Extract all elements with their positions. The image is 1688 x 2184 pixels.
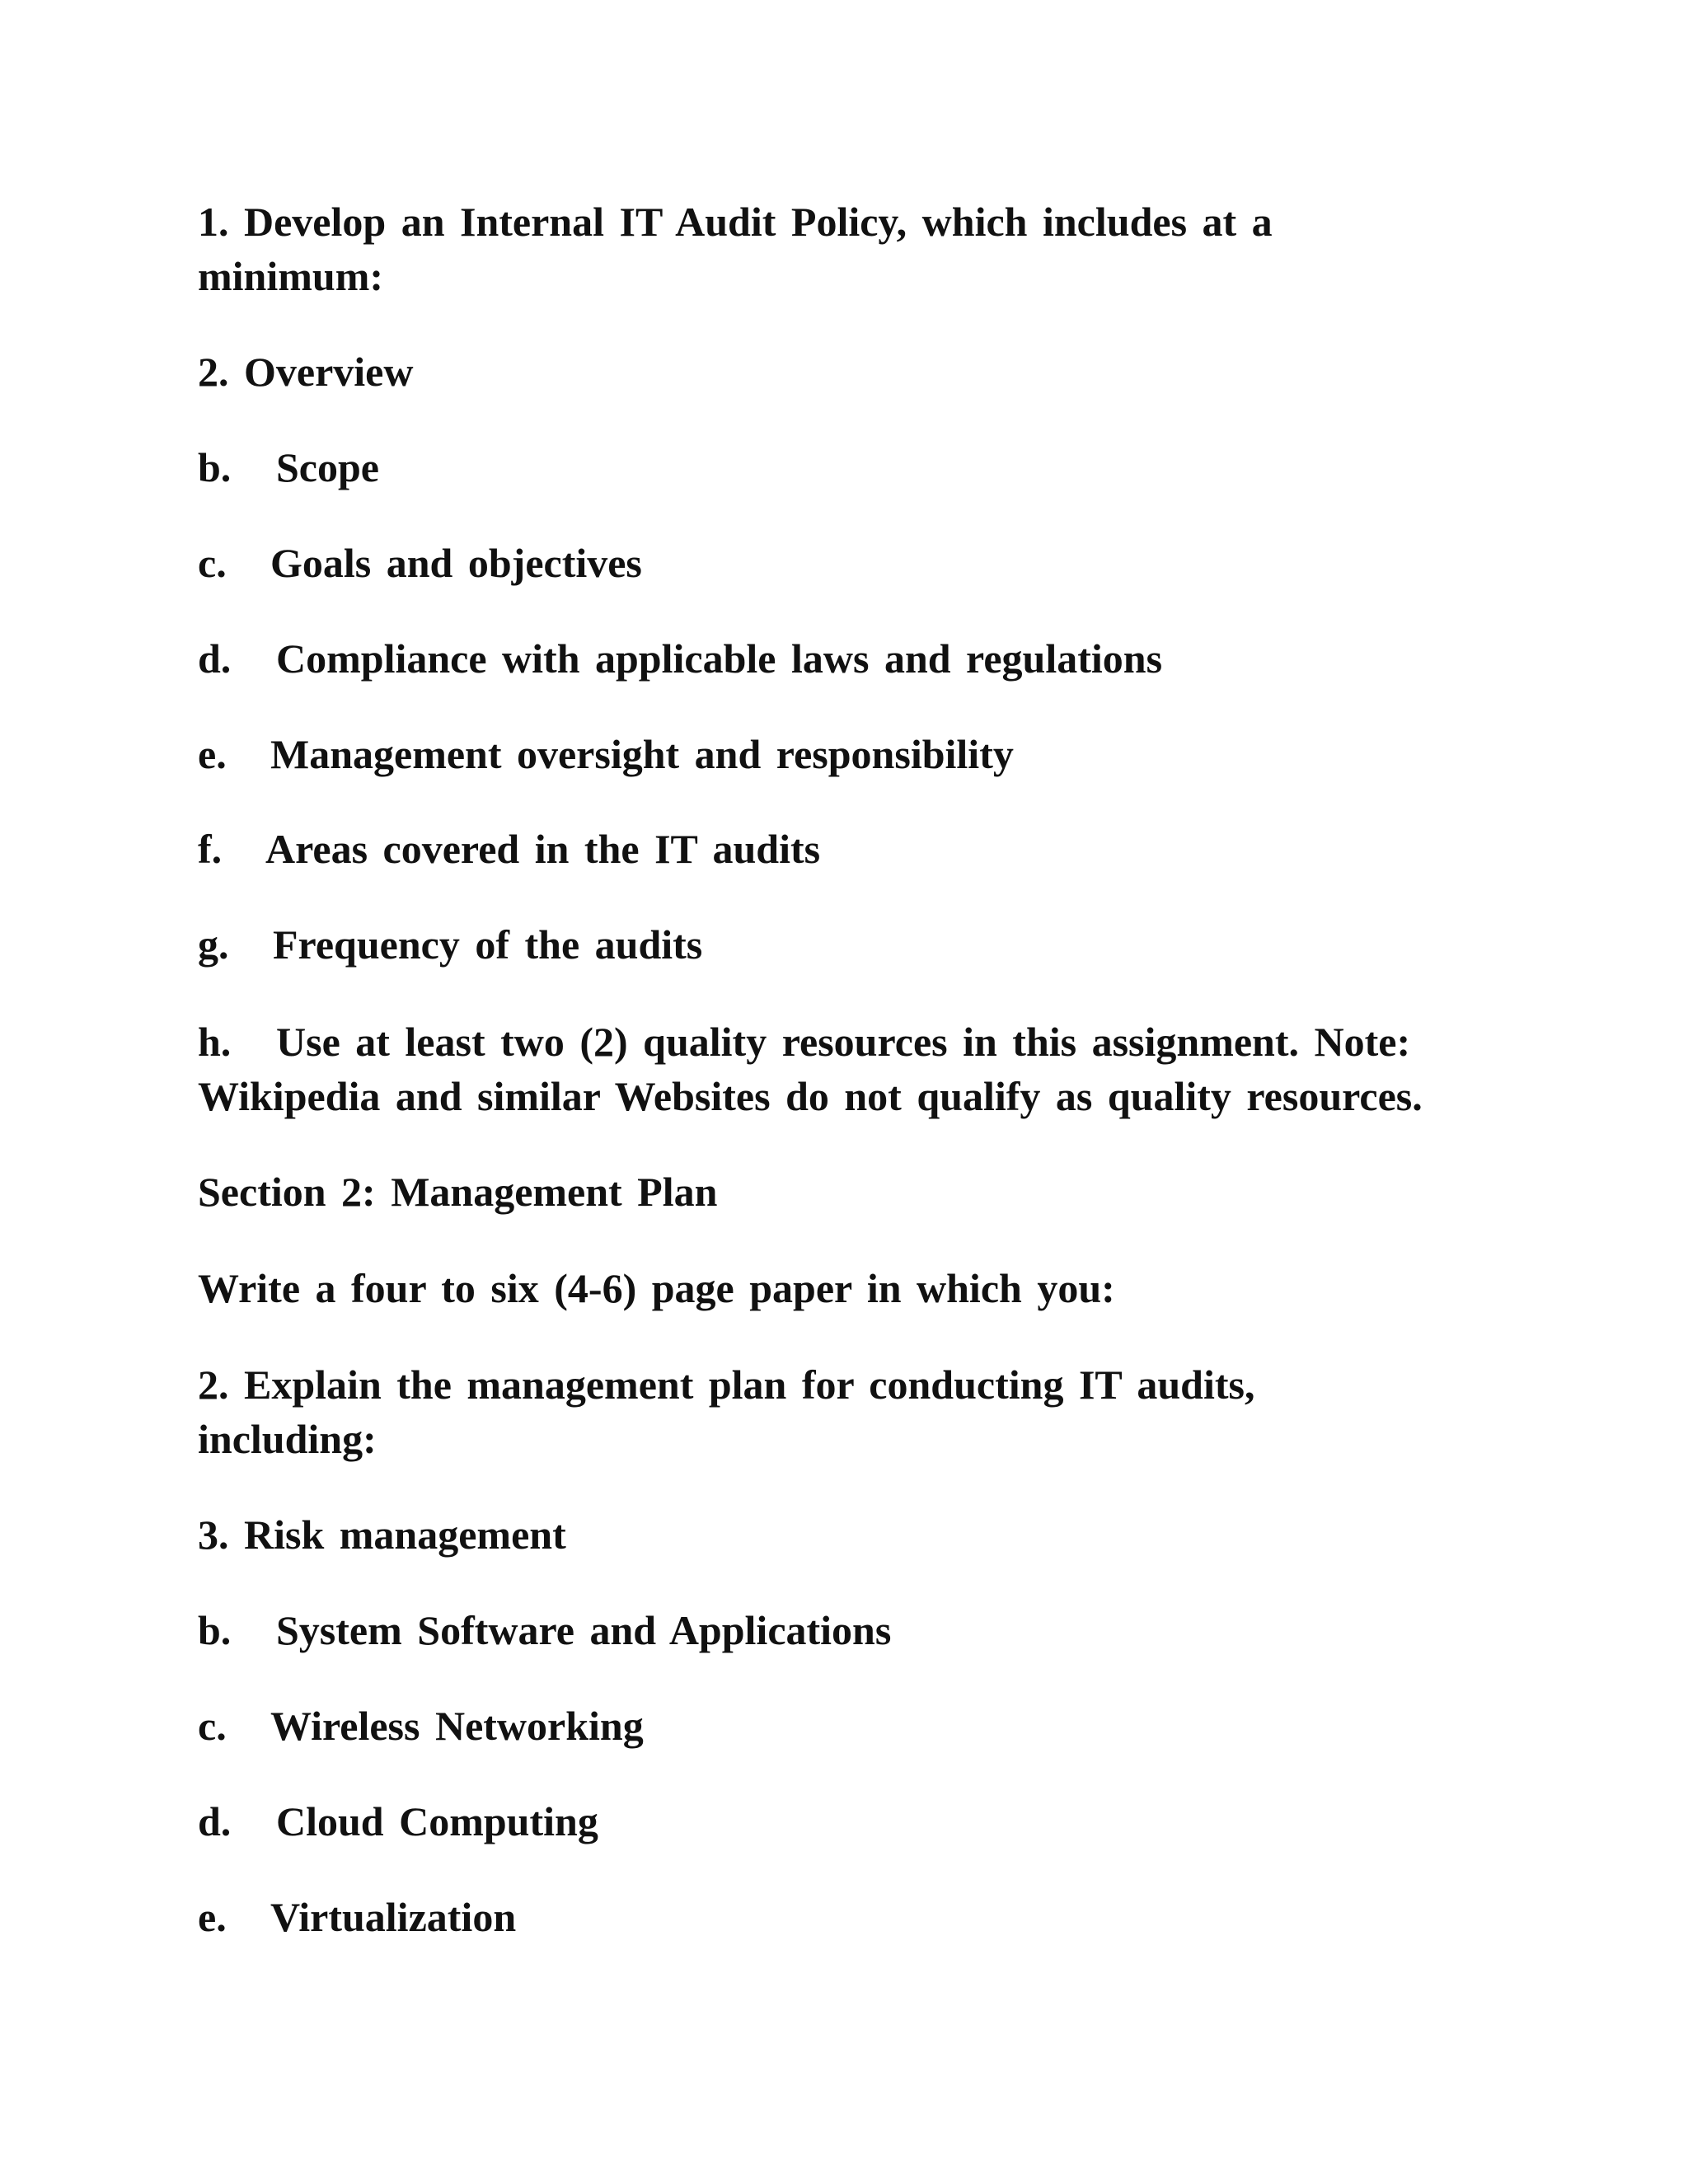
list-item-areas [198, 822, 820, 877]
explain-plan-line-1: 2. Explain the management plan for conducting IT audits, [198, 1361, 1255, 1408]
policy-heading-line-1: 1. Develop an Internal IT Audit Policy, which includes at a [198, 199, 1273, 245]
list-item-text: Scope [276, 444, 379, 490]
list-item-text: Areas covered in the IT audits [265, 826, 821, 872]
list-marker: d. [198, 1798, 232, 1844]
list-item-goals [198, 536, 642, 591]
list-item-text: Use at least two (2) quality resources in this assignment. Note: [276, 1019, 1411, 1065]
list-item-text: Virtualization [270, 1894, 517, 1940]
item-risk-management: 3. Risk management [198, 1511, 566, 1558]
section-2-heading: Section 2: Management Plan [198, 1169, 718, 1215]
list-item-virtualization [198, 1890, 516, 1945]
list-item-resources [198, 1015, 1410, 1070]
explain-plan-line-2: including: [198, 1416, 377, 1462]
list-item-text: Management oversight and responsibility [270, 731, 1014, 777]
list-marker: d. [198, 635, 232, 682]
list-item-text: Goals and objectives [270, 540, 642, 586]
list-item-text: System Software and Applications [276, 1607, 892, 1653]
list-item-text: Frequency of the audits [273, 921, 703, 968]
list-marker: c. [198, 1703, 227, 1749]
list-marker: e. [198, 1894, 227, 1940]
list-item-system-software [198, 1603, 891, 1658]
list-item-cloud [198, 1794, 598, 1849]
list-item-text: Cloud Computing [276, 1798, 598, 1844]
list-marker: c. [198, 540, 227, 586]
list-item-compliance [198, 631, 1162, 687]
list-marker: e. [198, 731, 227, 777]
list-item-scope [198, 440, 379, 495]
list-marker: f. [198, 826, 223, 872]
list-item-text: Compliance with applicable laws and regulations [276, 635, 1163, 682]
write-instruction: Write a four to six (4-6) page paper in which you: [198, 1265, 1115, 1311]
list-marker: b. [198, 444, 232, 490]
list-marker: h. [198, 1019, 232, 1065]
list-item-text: Wireless Networking [270, 1703, 644, 1749]
resources-note-line-2: Wikipedia and similar Websites do not qualify as quality resources. [198, 1073, 1423, 1119]
list-item-wireless [198, 1699, 644, 1754]
list-marker: b. [198, 1607, 232, 1653]
policy-heading-line-2: minimum: [198, 253, 383, 299]
list-item-frequency [198, 917, 702, 972]
item-overview: 2. Overview [198, 349, 414, 395]
list-marker: g. [198, 921, 229, 968]
list-item-management [198, 727, 1014, 782]
